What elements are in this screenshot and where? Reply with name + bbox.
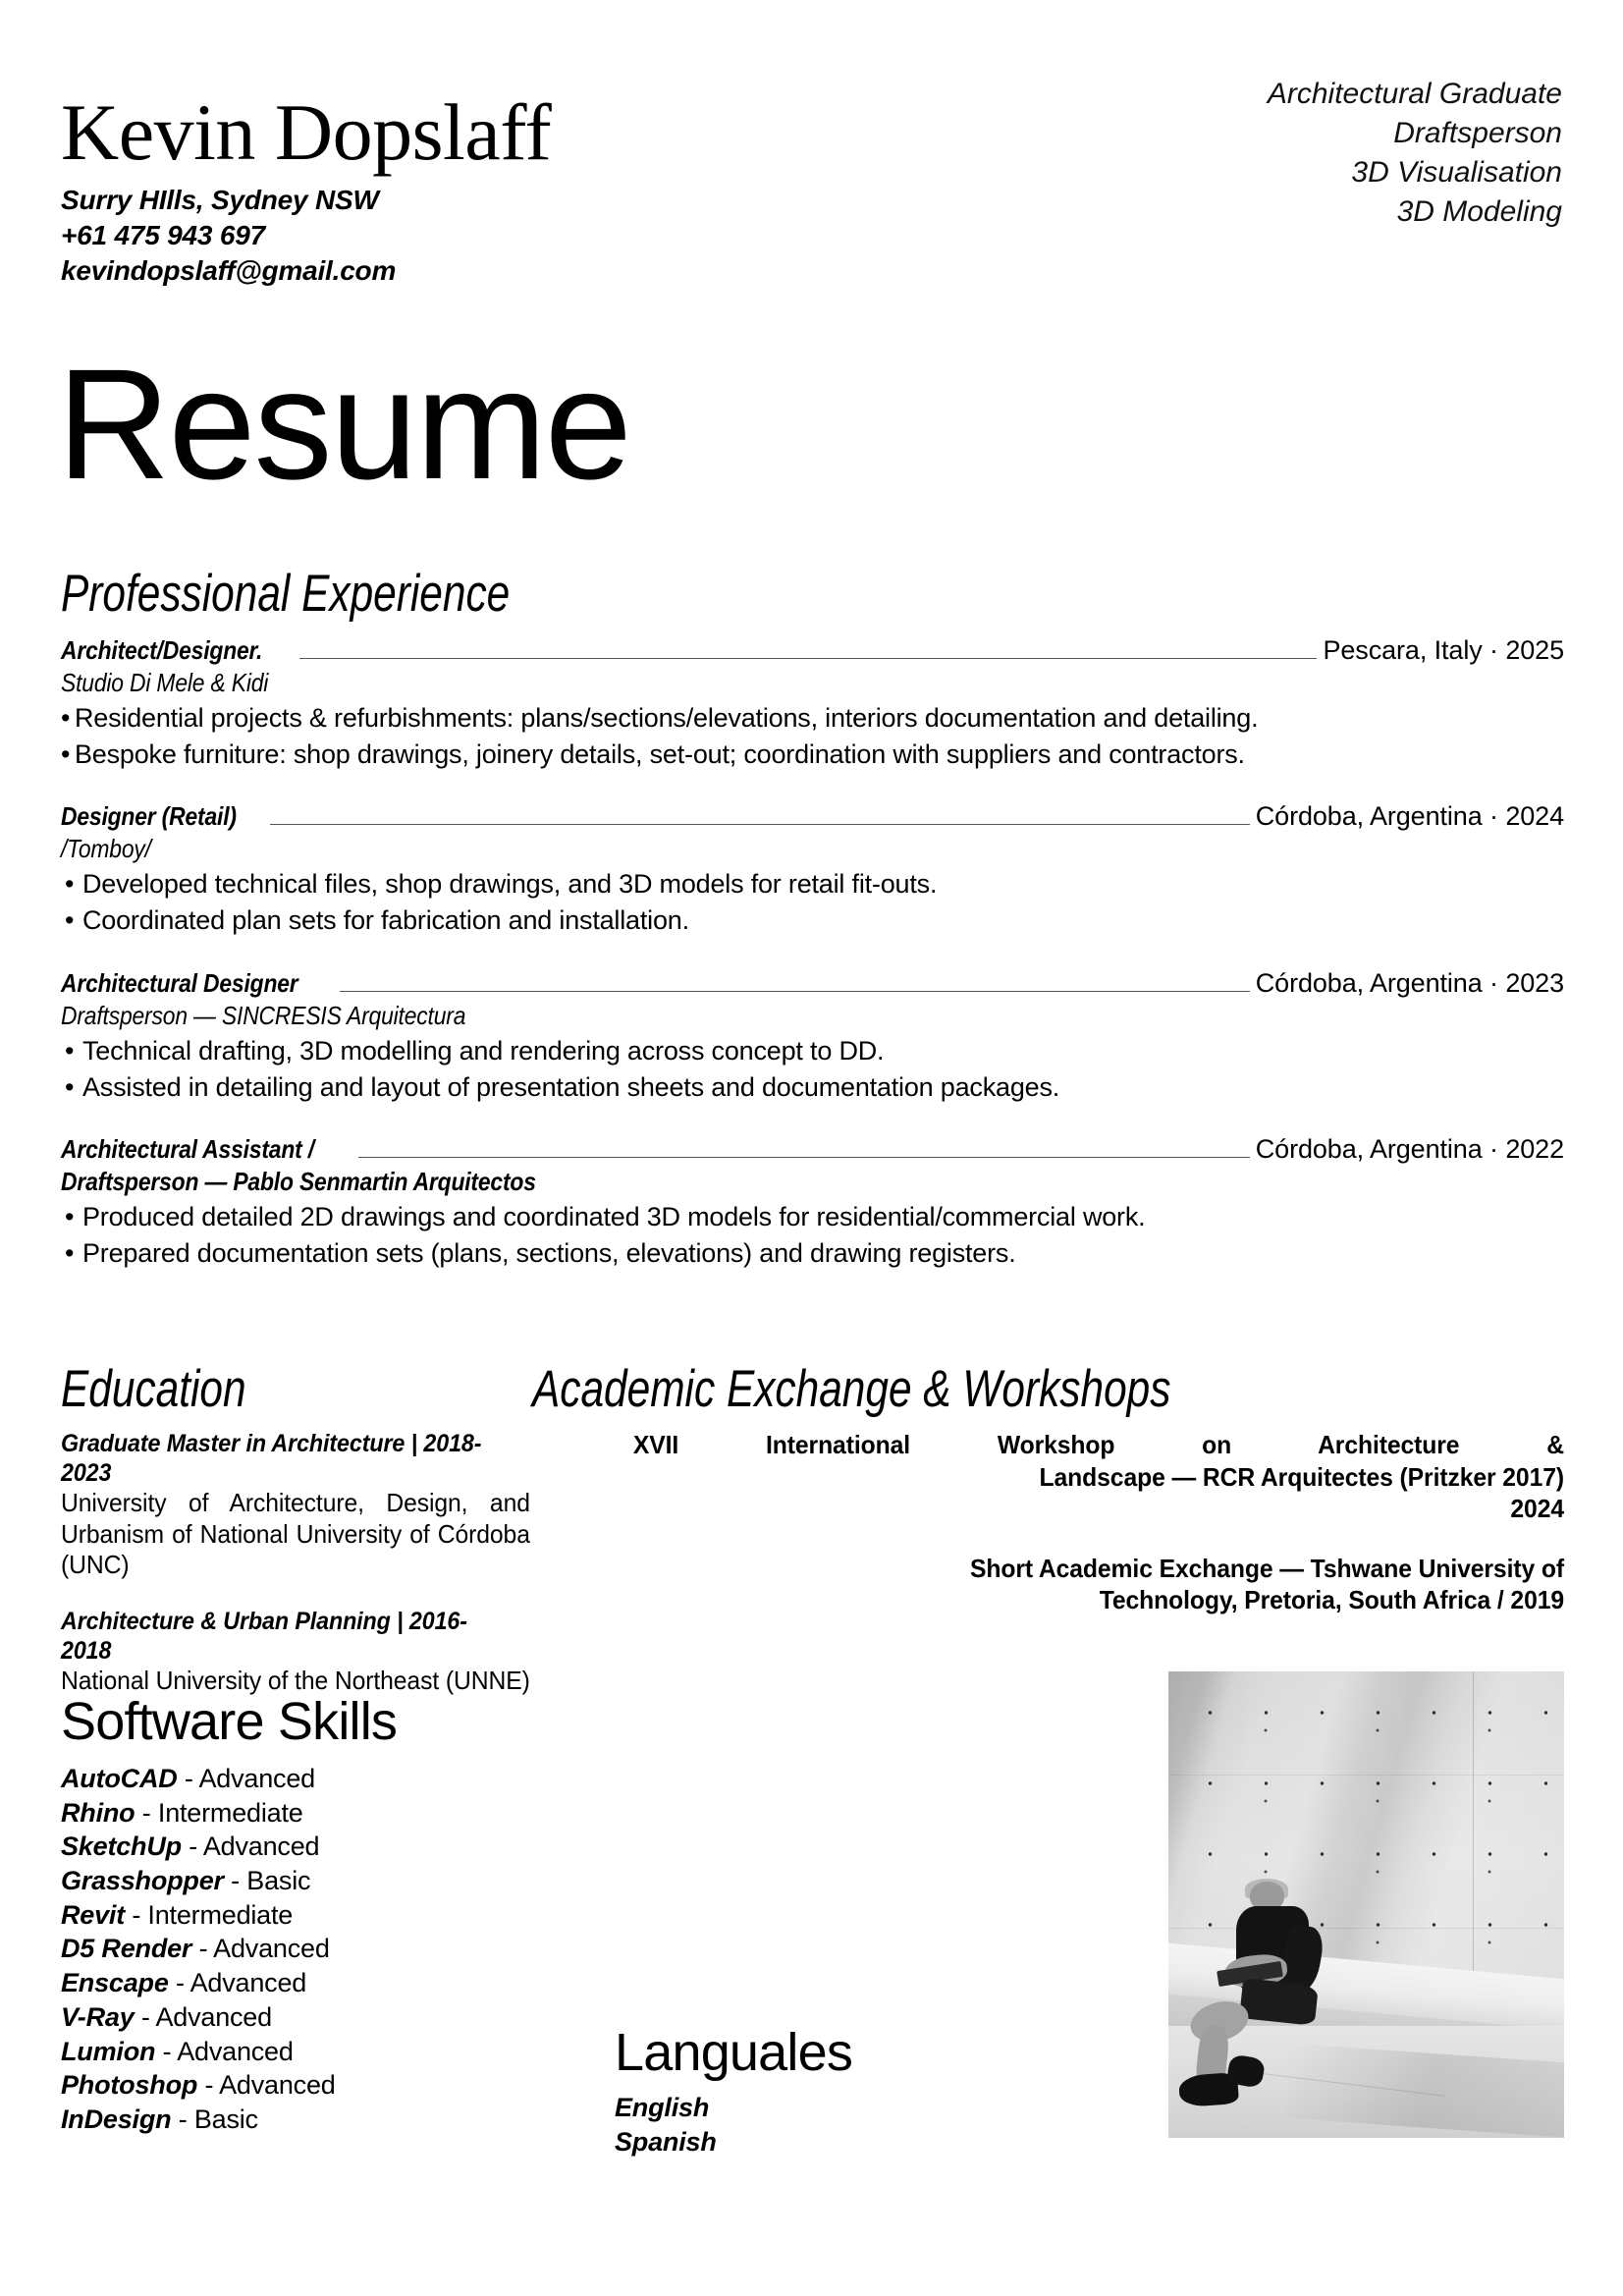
- job-organization: Draftsperson — Pablo Senmartin Arquitectos: [61, 1167, 536, 1197]
- divider-rule: [299, 658, 1317, 659]
- job-bullets: [61, 1199, 1564, 1271]
- workshop-text: [633, 1429, 1564, 1525]
- workshop-year: 2024: [1510, 1494, 1564, 1523]
- job-location-year: Córdoba, Argentina · 2022: [1255, 1134, 1564, 1165]
- role-tagline: [1268, 75, 1562, 232]
- skill-name: SketchUp: [61, 1831, 182, 1862]
- skills-list: [61, 1762, 571, 2137]
- job-bullet: • Coordinated plan sets for fabrication and installation.: [61, 902, 1564, 939]
- experience-section: [61, 565, 1564, 1272]
- skill-level: - Advanced: [162, 2036, 294, 2066]
- skill-level: - Advanced: [184, 1764, 315, 1793]
- role-line-3: 3D Visualisation: [1351, 155, 1562, 189]
- job-location-year: Pescara, Italy · 2025: [1323, 635, 1564, 665]
- education-column: [61, 1429, 555, 1697]
- job-role: Architectural Designer: [61, 967, 298, 998]
- skill-level: - Advanced: [198, 1934, 330, 1964]
- skill-level: - Basic: [178, 2104, 258, 2134]
- skill-level: - Advanced: [140, 2001, 272, 2032]
- skill-name: Lumion: [61, 2036, 156, 2066]
- skill-name: Photoshop: [61, 2070, 198, 2101]
- languages-heading: Languales: [615, 2023, 853, 2082]
- skill-item: [61, 1898, 571, 1933]
- education-workshops-columns: [61, 1429, 1564, 1697]
- job-bullet: • Prepared documentation sets (plans, sections, elevations) and drawing registers.: [61, 1235, 1564, 1272]
- job-bullet: • Produced detailed 2D drawings and coordinated 3D models for residential/commercial work.: [61, 1199, 1564, 1235]
- skill-item: [61, 1864, 571, 1898]
- role-line-1: Architectural Graduate: [1267, 78, 1562, 110]
- skill-name: V-Ray: [61, 2001, 135, 2032]
- person-lap: [1239, 1978, 1319, 2026]
- experience-item: [61, 635, 1564, 772]
- contact-phone: +61 475 943 697: [61, 219, 265, 250]
- skill-item: [61, 2000, 571, 2035]
- education-title: Graduate Master in Architecture | 2018- 2023: [61, 1430, 482, 1487]
- skill-item: [61, 1762, 571, 1796]
- job-bullet: • Bespoke furniture: shop drawings, joinery details, set-out; coordination with suppliers and contractors.: [61, 737, 1564, 773]
- skill-item: [61, 1932, 571, 1966]
- job-location-year: Córdoba, Argentina · 2024: [1255, 801, 1564, 832]
- education-item: [61, 1607, 555, 1697]
- divider-rule: [340, 991, 1249, 992]
- skill-level: - Intermediate: [141, 1797, 303, 1828]
- skill-item: [61, 1966, 571, 2000]
- skill-level: - Advanced: [175, 1968, 307, 1998]
- education-institution: University of Architecture, Design, and Urbanism of National University of Córdoba (UNC): [61, 1488, 530, 1580]
- workshop-item: [584, 1429, 1564, 1525]
- skill-item: [61, 2103, 571, 2137]
- job-bullets: [61, 700, 1564, 772]
- job-location-year: Córdoba, Argentina · 2023: [1255, 967, 1564, 998]
- job-role: Architectural Assistant /: [61, 1134, 314, 1165]
- job-bullet: • Residential projects & refurbishments: plans/sections/elevations, interiors documentation and detailing.: [61, 700, 1564, 737]
- skill-item: [61, 2068, 571, 2103]
- experience-item-header: [61, 1134, 1564, 1165]
- contact-email: kevindopslaff@gmail.com: [61, 254, 397, 286]
- language-item: Spanish: [615, 2126, 717, 2157]
- skill-name: Enscape: [61, 1968, 169, 1998]
- workshops-heading-wrap: [532, 1360, 1330, 1418]
- experience-item: [61, 801, 1564, 938]
- skill-name: D5 Render: [61, 1934, 192, 1964]
- profile-photo: [1168, 1671, 1564, 2138]
- education-title: Architecture & Urban Planning | 2016- 2018: [61, 1608, 467, 1666]
- skill-level: - Basic: [231, 1866, 311, 1896]
- skill-name: Grasshopper: [61, 1866, 224, 1896]
- skills-section: [61, 1692, 571, 2137]
- workshop-item: [584, 1553, 1564, 1616]
- job-bullets: [61, 866, 1564, 938]
- skill-level: - Advanced: [189, 1831, 320, 1862]
- seated-person: [1219, 1882, 1354, 2105]
- section-headings-row: [61, 1360, 1564, 1418]
- skill-name: AutoCAD: [61, 1764, 178, 1793]
- skill-item: [61, 1830, 571, 1864]
- contact-address: Surry HIlls, Sydney NSW: [61, 184, 379, 215]
- experience-item-header: [61, 635, 1564, 666]
- job-bullet: • Technical drafting, 3D modelling and rendering across concept to DD.: [61, 1033, 1564, 1069]
- job-bullet: • Assisted in detailing and layout of presentation sheets and documentation packages.: [61, 1069, 1564, 1106]
- education-workshops-section: [61, 1360, 1564, 1697]
- job-organization: Studio Di Mele & Kidi: [61, 668, 269, 697]
- languages-list: [615, 2091, 1027, 2159]
- page-title: Resume: [57, 336, 630, 512]
- education-heading-wrap: [61, 1360, 532, 1418]
- education-institution: National University of the Northeast (UNNE): [61, 1666, 530, 1696]
- workshop-text: [633, 1553, 1564, 1616]
- education-item: [61, 1429, 555, 1581]
- job-bullets: [61, 1033, 1564, 1105]
- languages-section: [615, 2023, 1027, 2159]
- role-line-2: Draftsperson: [1393, 116, 1562, 149]
- header: [61, 78, 1562, 310]
- skill-item: [61, 1796, 571, 1831]
- experience-item-header: [61, 801, 1564, 832]
- workshop-line-1: Short Academic Exchange — Tshwane University of: [970, 1553, 1564, 1583]
- role-line-4: 3D Modeling: [1396, 194, 1562, 228]
- workshop-line-1: XVII International Workshop on Architecture &: [632, 1430, 1564, 1459]
- workshops-column: [584, 1429, 1564, 1697]
- workshop-line-2: Technology, Pretoria, South Africa / 2019: [1099, 1585, 1564, 1614]
- job-role: Architect/Designer.: [61, 635, 263, 665]
- skills-heading: Software Skills: [61, 1692, 398, 1751]
- job-organization: Draftsperson — SINCRESIS Arquitectura: [61, 1000, 466, 1030]
- candidate-name: Kevin Dopslaff: [61, 87, 552, 177]
- job-organization: /Tomboy/: [61, 834, 151, 864]
- job-bullet: • Developed technical files, shop drawings, and 3D models for retail fit-outs.: [61, 866, 1564, 902]
- skill-name: Revit: [61, 1899, 126, 1930]
- divider-rule: [270, 824, 1250, 825]
- experience-item: [61, 968, 1564, 1105]
- divider-rule: [358, 1157, 1250, 1158]
- skill-item: [61, 2035, 571, 2069]
- skill-name: InDesign: [61, 2104, 172, 2134]
- workshops-heading: Academic Exchange & Workshops: [532, 1360, 1171, 1418]
- job-role: Designer (Retail): [61, 801, 237, 832]
- skill-level: - Advanced: [204, 2070, 336, 2101]
- experience-item-header: [61, 968, 1564, 999]
- experience-heading: Professional Experience: [61, 565, 511, 623]
- skill-level: - Intermediate: [132, 1899, 294, 1930]
- education-heading: Education: [61, 1360, 246, 1418]
- workshop-line-2: Landscape — RCR Arquitectes (Pritzker 2017): [1039, 1461, 1564, 1492]
- experience-list: [61, 635, 1564, 1272]
- language-item: English: [615, 2093, 710, 2122]
- experience-item: [61, 1134, 1564, 1271]
- skill-name: Rhino: [61, 1797, 135, 1828]
